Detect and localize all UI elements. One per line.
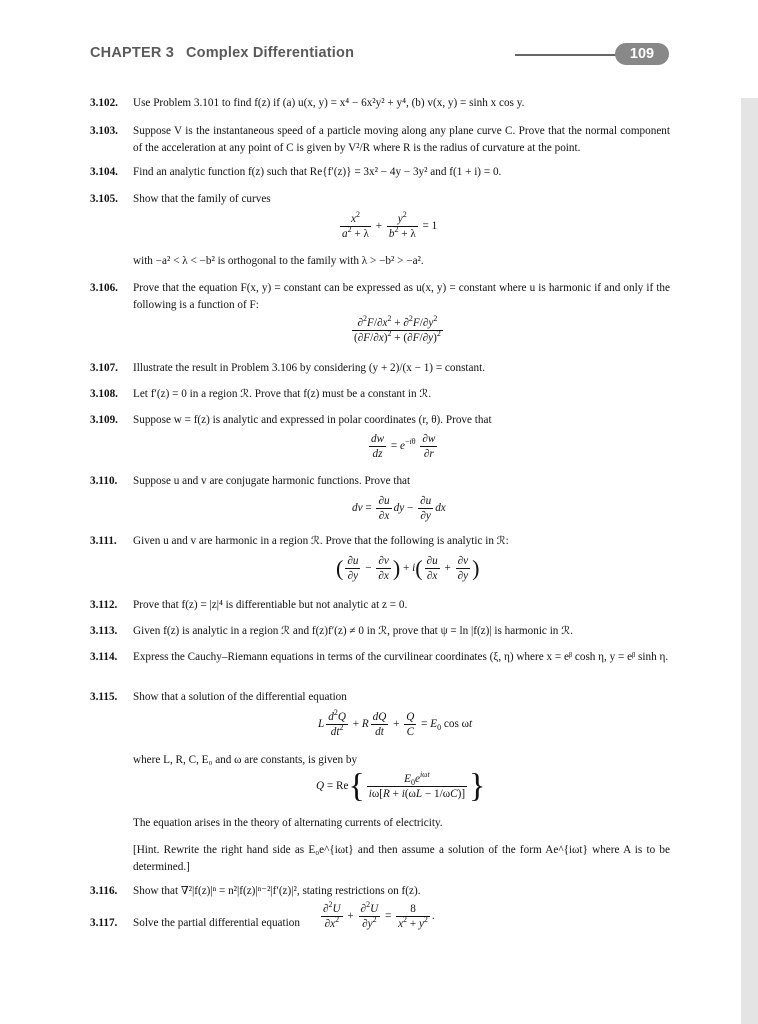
problem-3-106 <box>90 280 670 314</box>
problem-3-103 <box>90 123 670 157</box>
problem-3-115-note <box>90 815 670 832</box>
equation-3-115-solution: Q = Re{ $\frac{E_0e^{i\omega t}}{i\omega[R + i(\omega L - 1/\omega C)]}$ } <box>316 767 486 805</box>
problem-text: Suppose w = f(z) is analytic and expressed in polar coordinates (r, θ). Prove that <box>133 414 492 426</box>
problem-text: Prove that the equation F(x, y) = constant can be expressed as u(x, y) = constant where u is harmonic if and only if the following is a function of F: <box>133 282 670 311</box>
problem-text: Prove that f(z) = |z|⁴ is differentiable but not analytic at z = 0. <box>133 599 408 611</box>
problem-3-109 <box>90 412 670 429</box>
equation-3-106: $\frac{\partial^2F/\partial x^2 + \partial^2F/\partial y^2}{(\partial F/\partial x)^2 + (\partial F/\partial y)^2}$ <box>354 314 441 344</box>
problem-text: Given u and v are harmonic in a region ℛ. Prove that the following is analytic in ℛ: <box>133 535 509 547</box>
problem-text: Show that ∇²|f(z)|ⁿ = n²|f(z)|ⁿ⁻²|f′(z)|², stating restrictions on f(z). <box>133 885 421 897</box>
equation-3-105: $\frac{x^2}{a^2 + \lambda}$ + $\frac{y^2}{b^2 + \lambda}$ = 1 <box>342 210 438 240</box>
problem-3-105 <box>90 191 670 208</box>
problem-text: Show that a solution of the differential equation <box>133 691 347 703</box>
chapter-title: Complex Differentiation <box>185 45 355 61</box>
problem-number: 3.112. <box>90 599 118 611</box>
problem-3-104 <box>90 164 670 181</box>
problem-3-115 <box>90 689 670 706</box>
problem-3-112 <box>90 597 670 614</box>
problem-text: Suppose u and v are conjugate harmonic functions. Prove that <box>133 475 411 487</box>
chapter-label: CHAPTER 3 <box>90 45 174 61</box>
problem-number: 3.105. <box>90 193 118 205</box>
equation-3-117: $\frac{\partial^2U}{\partial x^2}$ + $\frac{\partial^2U}{\partial y^2}$ = $\frac{8}{x^2 + y^2}$ . <box>323 900 435 930</box>
page-edge-tab <box>741 98 758 1024</box>
page-number: 109 <box>615 43 669 65</box>
problem-number: 3.103. <box>90 125 118 137</box>
problem-number: 3.107. <box>90 362 118 374</box>
problem-3-105-cont <box>90 253 670 270</box>
problem-number: 3.113. <box>90 625 118 637</box>
problem-number: 3.109. <box>90 414 118 426</box>
equation-3-110: dv = $\frac{\partial u}{\partial x}$ dy − $\frac{\partial u}{\partial y}$ dx <box>352 495 446 522</box>
problem-text: Find an analytic function f(z) such that Re{f′(z)} = 3x² − 4y − 3y² and f(1 + i) = 0. <box>133 166 502 178</box>
problem-3-113 <box>90 623 670 640</box>
problem-3-115-hint <box>90 842 670 876</box>
problem-number: 3.111. <box>90 535 117 547</box>
problem-text: The equation arises in the theory of alternating currents of electricity. <box>133 817 443 829</box>
header-rule <box>515 54 627 56</box>
problem-number: 3.117. <box>90 917 118 929</box>
problem-text: Use Problem 3.101 to find f(z) if (a) u(x, y) = x⁴ − 6x²y² + y⁴, (b) v(x, y) = sinh x cos y. <box>133 97 525 109</box>
problem-3-102 <box>90 95 670 112</box>
equation-3-111: ( $\frac{\partial u}{\partial y}$ − $\frac{\partial v}{\partial x}$ ) + i( $\frac{\partial u}{\partial x}$ + $\frac{\partial v}{\partial y}$ ) <box>336 555 480 582</box>
problem-3-110 <box>90 473 670 490</box>
problem-text: Express the Cauchy–Riemann equations in terms of the curvilinear coordinates (ξ, η) where x = eᵝ cosh η, y = eᵝ sinh η. <box>133 651 669 663</box>
problem-3-108 <box>90 386 670 403</box>
problem-text: Suppose V is the instantaneous speed of a particle moving along any plane curve C. Prove that the normal component of the acceleration at any point of C is given by V²/R where R is the radius of curvature at the point. <box>133 125 670 154</box>
problem-3-116 <box>90 883 670 900</box>
problem-text: with −a² < λ < −b² is orthogonal to the family with λ > −b² > −a². <box>133 255 424 267</box>
problem-3-115-cont <box>90 752 670 769</box>
problem-3-107 <box>90 360 670 377</box>
chapter-heading <box>90 45 354 61</box>
problem-number: 3.110. <box>90 475 118 487</box>
equation-3-115-ode: L $\frac{d^2Q}{dt^2}$ + R $\frac{dQ}{dt}$ + $\frac{Q}{C}$ = $E_0$ cos ωt <box>318 708 473 738</box>
problem-number: 3.114. <box>90 651 118 663</box>
problem-3-114 <box>90 649 670 666</box>
problem-number: 3.102. <box>90 97 118 109</box>
problem-text: Given f(z) is analytic in a region ℛ and f(z)f′(z) ≠ 0 in ℛ, prove that ψ = ln |f(z)| is harmonic in ℛ. <box>133 625 573 637</box>
problem-3-111 <box>90 533 670 550</box>
equation-3-109: $\frac{dw}{dz}$ = $e^{-i\theta}$ $\frac{\partial w}{\partial r}$ <box>371 433 436 460</box>
problem-number: 3.104. <box>90 166 118 178</box>
problem-text: Let f′(z) = 0 in a region ℛ. Prove that f(z) must be a constant in ℛ. <box>133 388 432 400</box>
problem-number: 3.116. <box>90 885 118 897</box>
problem-number: 3.108. <box>90 388 118 400</box>
problem-number: 3.106. <box>90 282 118 294</box>
problem-number: 3.115. <box>90 691 118 703</box>
problem-text: Solve the partial differential equation <box>133 917 300 929</box>
problem-text: [Hint. Rewrite the right hand side as E₀e^{iωt} and then assume a solution of the form Ae^{iωt} where A is to be determined.] <box>133 844 670 873</box>
problem-text: where L, R, C, E₀ and ω are constants, is given by <box>133 754 358 766</box>
problem-text: Illustrate the result in Problem 3.106 by considering (y + 2)/(x − 1) = constant. <box>133 362 486 374</box>
problem-text: Show that the family of curves <box>133 193 271 205</box>
